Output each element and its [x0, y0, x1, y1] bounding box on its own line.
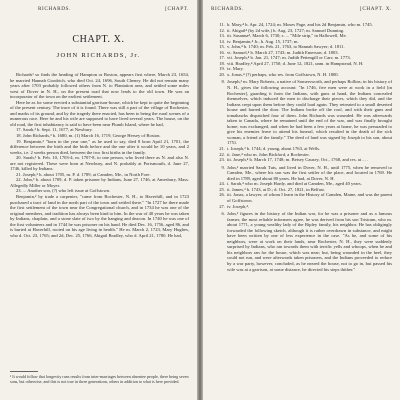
entry-text: John,² married Sarah Tuts, and lived in Dover, N. H., until 1775, when he removed to Camden, Me., where his son was the first settler of the place, and located in 1769. He died in 1789, aged about 80 years. He had, at Dover, N. H.	[227, 164, 392, 181]
left-paragraph: Here he as for some erected a substantial garrison-house, which he kept to quite the beginning of the present century. The trace of it is found. There was still a part of the village of Rochester, and marks of its ground, and by the tragedy there enacted, has been to being the rural scenes of a numerous race. Here he and his wife are supposed to have lived several years. The house, on the old road, the first inhabitancy is said to have been near Plumb Island, where he had,	[10, 99, 189, 127]
entry-text: ii. James,³ b. 1743, at D.; d. Oct. 27, 1821, in Belfast.	[227, 186, 325, 192]
entry-number: 19.	[219, 66, 225, 72]
entry-number: 22.	[219, 151, 225, 157]
entry-text: iv. Joseph,⁴.	[227, 203, 249, 209]
right-running-head	[211, 6, 392, 12]
genealogy-paragraph	[211, 211, 392, 272]
section-heading: JOHN RICHARDS, Jr.	[56, 52, 141, 59]
entry-number: 23.	[219, 157, 225, 163]
entry-text: Joseph,² m. Mary Roberts, a native of Somersworth, and perhaps Rollins; in his history of N. H., gives the following account: "In 1746, five men were at work in a field [in Rochester], guarding it from the Indians, with guns at hand, the Indians concealed themselves, which induced the men to discharge their pieces, which they did, and the Indians crept upon them before they could load again. They retreated to a small deserted house and barred the door. The Indians broke off the roof, and with their guns and tomahawks dispatched four of them. John Richards was wounded. He was afterwards taken to Canada, where he remained until the end of the war, and was finally brought home; was exchanged, and when he had been a few years at home, he was persuaded to give his enemies leave to attend his funeral, which resulted in the death of the sick woman, a friend of the family." The deed of land was signed by Joseph to his son, about 1751.	[227, 79, 392, 146]
entry-text: iii. Jonas, a lawyer, of whom I learn in the History of Camden, Maine, and was the parent of Goffstown.	[227, 192, 392, 203]
left-paragraph: 18. John Richards,³ b. 1680, m. (1) March 16, 1719, George Hersey of Boston.	[16, 133, 161, 139]
left-paragraph: 22. John,³ b. about 1709, d. P. taken prisoner by Indians, June 27, 1746, at Amesbury, Mass. Allegedly Miller or Moyer.	[10, 177, 189, 188]
entry-number: 25.	[219, 186, 225, 192]
entry-text: viii. Bradley,⁴ April 27, 1750; d. June 12, 1821, unm. in Hampstead, N. H.	[227, 60, 364, 66]
left-paragraph: 19. Benjamin,³ "born in the year one," as he used to say, died 8 born April 21, 1701, the difference between the birth and the birth before and the one after it would be 10 years, and 2 weeks, i.e. 2 weeks person died, between the two first births in the family.	[10, 138, 189, 155]
footnote: ¹ It would follow that longevity runs results from inter-marriages between absentee people, there being seven sons, but otherwise, and this is not true in three generations, others in addition to what is here provided.	[10, 374, 189, 384]
left-page	[0, 0, 197, 400]
entry-text: i. Sarah,⁴ who m. Joseph Hardy, and died at Camden, Me., aged 40 years.	[227, 181, 362, 187]
entry-number: 18.	[219, 60, 225, 66]
genealogy-paragraph	[211, 79, 392, 146]
entry-number: 21.	[219, 146, 225, 152]
entry-number: 24.	[219, 181, 225, 187]
entry-text: iii. Susanna⁴, March 6, 1730; s. ... "Mile strip," in Hallowell, Me.	[227, 33, 347, 39]
entry-number: 20.	[219, 71, 225, 77]
entry-number: 27.	[219, 203, 225, 209]
entry-number: 13.	[219, 33, 225, 39]
entry-number: 17.	[219, 55, 225, 61]
entry-text: vii. Joseph,⁴ b. Jan. 21, 1747; m. Judith Pettengill or Carr; m. 1773.	[227, 55, 351, 61]
entry-text: John,² figures in the history of the Indian war, for he was a prisoner and as a famous farmer, the most reliable informers agree, he was derived from his son Tristram, who m. about 1771, a young wealthy lady of the Ripley family, his neighbor. He has obligingly forwarded the following sketch, although it is rather overdrawn in substance, and might have been written by one of less experience in the case. "As he, and some of his neighbors, were at work on their lands, near Rochester, N. H., they were suddenly surprised by Indians, who ran towards them with terrific yells and whoops, when he and his neighbors ran for the house, which was near; but, being wounded in the heel, they could not run, and were afterwards taken prisoners, and the Indians proceeded to reduce by a war party, however, concluded, as he neared the house, not to go in, but passed his wife was at a garrison, at some distance, he directed his steps thither."	[227, 211, 392, 272]
footnote-rule	[10, 371, 38, 372]
entry-text: x. Jonas,⁴ (?) perhaps, who res. from Goffstown, N. H. 1800.	[227, 71, 339, 77]
entry-text: ii. Jane,⁴ who m. John Bickford, a Rochester.	[227, 151, 310, 157]
left-running-head	[8, 6, 189, 12]
entry-text: ix. Mary.	[227, 66, 244, 72]
left-paragraph: Benjamin,² by trade a carpenter, "came from Rochester, N. H., to Haverhill, and in 1723 purchased a tract of land in the north part of the town and settled there." "In 1727 he there made the first settlement of the town near the Congregational church, and in 1734 he was one of the original members, and tradition has always been kind to him. In the war of 40 years he was taken by Indians, chaplain, and a stone slate of two by the hanging and deacon. In 1740 he was one of the first volunteers and in 1744 he was prisoner on his hand. He died Dec. 16, 1756, aged 86, and is buried at Haverhill, rooted on his age living in health." He m. March 2, 1723, Mary Hughes, who d. Oct. 23, 1765; and 2d, Dec. 25, 1766, Abigail Bradley, who d. April 21, 1780. He had,	[10, 194, 189, 238]
genealogy-entry	[211, 72, 392, 78]
left-paragraph: Richards¹ so finds the heading of Hampton or Boston, appears first where, March 23, 1654, he married Hannah Goodrich, who died Oct. 24, 1696, South Cheney. He did not remain many years after 1703 probably followed others from N. to Plantation area, and settled some miles west of Dover in N. H., on the present road that now leads to the old town. He was an incorporator of the town on the earliest settlement.	[10, 72, 189, 100]
entry-text: ii. Abigail⁴ (by 2d wife,) b. Aug. 23, 1727; m. Samuel Dunning.	[227, 27, 345, 33]
entry-number: 6.	[221, 211, 225, 217]
entry-text: b. Mary,⁴ b. Apr. 24, 1724; m. Moses Page, and his 2d Benjamin, who m. 1745.	[227, 22, 373, 27]
chapter-heading: CHAPT. X.	[72, 34, 125, 45]
left-paragraph: 23. ... Another son, (?) who left issue at Goffstown.	[16, 188, 111, 194]
entry-number: 11.	[219, 22, 225, 27]
genealogy-paragraph	[211, 165, 392, 182]
right-running-head-chapter: [CHAPT. X.	[360, 6, 392, 12]
right-running-head-title: RICHARDS.	[211, 6, 244, 12]
genealogy-entry	[211, 192, 392, 203]
entry-number: 8.	[221, 79, 225, 85]
entry-number: 9.	[221, 164, 225, 170]
right-page-body	[211, 22, 392, 272]
genealogy-entry	[211, 204, 392, 210]
entry-number: 12.	[219, 27, 225, 33]
left-page-body	[10, 72, 189, 238]
entry-text: i. Joseph,³ b. 1744; d. young, about 1763, at Wells.	[227, 146, 321, 152]
left-paragraph: 20. Sarah,³ b. Feb. 10, 1703-4, m. 1707-8, to one person, who lived there as N. and also N. are not registered. These were born at Newbury, and N. probably at Portsmouth, d. June 27, 1746, killed by Indians.	[10, 155, 189, 172]
genealogy-entry	[211, 157, 392, 163]
entry-text: iv. Benjamin,⁴ Jr., b. Aug. 15, 1737; m.	[227, 38, 299, 44]
entry-text: vi. Samuel,⁴ b. March 27, 1743; m. Judith Emerson; d. 1803.	[227, 49, 339, 55]
entry-number: 26.	[219, 192, 225, 198]
entry-text: v. John,⁴ b. 1740; m. Feb. 21, 1763, to Hannah Sawyer; d. 1811.	[227, 44, 345, 50]
right-page	[203, 0, 400, 400]
left-running-head-title: RICHARDS.	[38, 6, 71, 12]
left-paragraph: 21. Joseph,³ b. about 1705, m. P. d. 1789, at Camden, Me., in North Fore.	[16, 171, 151, 177]
left-paragraph: 17. Sarah,² b. Sept. 11, 1677, at Newbury.	[16, 127, 93, 133]
entry-text: iii. Joseph,⁴ b. March 17, 1748; m. Betsey Causey, Oct., 1768, and res. at ... .	[227, 157, 369, 163]
entry-number: 16.	[219, 49, 225, 55]
left-running-head-chapter: [CHAPT.	[165, 6, 189, 12]
entry-number: 15.	[219, 44, 225, 50]
entry-number: 14.	[219, 38, 225, 44]
